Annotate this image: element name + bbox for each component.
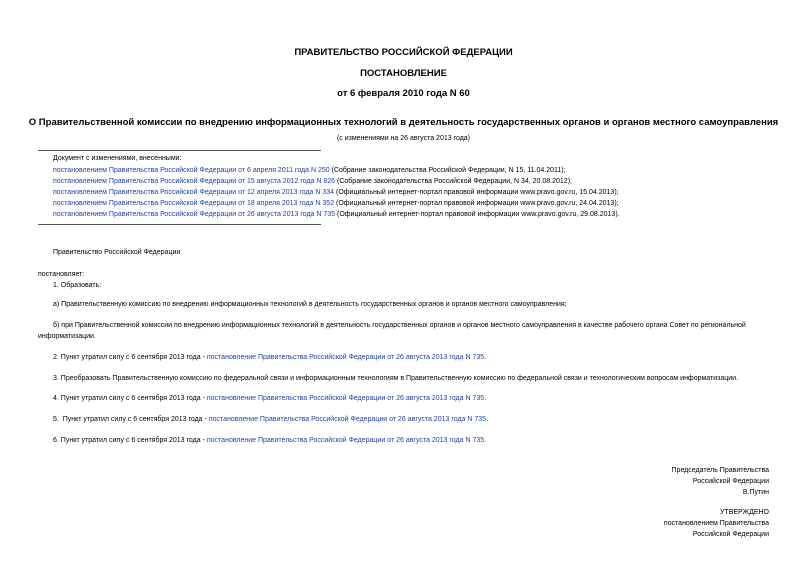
amendments-intro: Документ с изменениями, внесенными: [53,155,182,162]
amendment-link[interactable]: постановлением Правительства Российской Федерации от 18 апреля 2013 года N 352 [53,200,335,207]
paragraph-1b: б) при Правительственной комиссии по внедрению информационных технологий в деятельность государственных органов и органов местного самоуправления в качестве рабочего органа Совет по региональной информатизации. [38,322,746,340]
amendment-link[interactable]: постановлением Правительства Российской Федерации от 6 апреля 2011 года N 250 [53,167,330,174]
paragraph-number: 6. [53,437,61,444]
org-heading: ПРАВИТЕЛЬСТВО РОССИЙСКОЙ ФЕДЕРАЦИИ [294,47,513,58]
amendment-link[interactable]: постановлением Правительства Российской Федерации от 12 апреля 2013 года N 334 [53,189,335,196]
gov-line: Правительство Российской Федерации [53,249,181,256]
amendments-top-rule [38,150,321,151]
amendments-bottom-rule [38,224,321,225]
repeal-link[interactable]: постановление Правительства Российской Федерации от 26 августа 2013 года N 735 [206,354,485,361]
repealed-text: Пункт утратил силу с 6 сентября 2013 года - [60,437,207,444]
paragraph-4 [53,393,486,404]
amendment-item [53,200,619,207]
amendment-item [53,189,619,196]
period: . [484,395,487,402]
amendment-link[interactable]: постановлением Правительства Российской Федерации от 15 августа 2012 года N 826 [53,178,336,185]
period: . [486,416,489,423]
paragraph-2 [53,352,486,363]
paragraph-1: 1. Образовать: [53,282,102,289]
paragraph-6 [53,435,486,446]
paragraph-number: 5. [53,416,63,423]
doc-type-heading: ПОСТАНОВЛЕНИЕ [360,68,447,79]
signature-block [672,465,769,498]
amendment-note: (Собрание законодательства Российской Федерации, N 15, 11.04.2011); [329,167,566,174]
amendment-note: (Официальный интернет-портал правовой информации www.pravo.gov.ru, 24.04.2013); [334,200,619,207]
amendment-note: (Официальный интернет-портал правовой информации www.pravo.gov.ru, 15.04.2013); [334,189,619,196]
period: . [484,437,487,444]
amendment-note: (Официальный интернет-портал правовой информации www.pravo.gov.ru, 29.08.2013). [335,211,620,218]
amendment-item [53,167,566,174]
repealed-text: Пункт утратил силу с 6 сентября 2013 года - [60,395,207,402]
paragraph-1a: а) Правительственную комиссию по внедрению информационных технологий в деятельность государственных органов и органов местного самоуправления; [53,301,567,308]
amendment-link[interactable]: постановлением Правительства Российской Федерации от 26 августа 2013 года N 735 [53,211,336,218]
period: . [484,354,487,361]
signature-name: В.Путин [742,489,769,496]
doc-date-heading: от 6 февраля 2010 года N 60 [337,88,470,99]
approved-block [664,507,769,540]
decrees-line: постановляет: [38,271,85,278]
amendment-item [53,178,572,185]
approved-by: постановлением Правительства [663,520,769,527]
paragraph-3: 3. Преобразовать Правительственную комиссию по федеральной связи и информационным технологиям в Правительственную комиссию по федеральной связи и технологическим вопросам информатизации. [53,375,739,382]
repealed-text: Пункт утратил силу с 6 сентября 2013 года - [62,416,209,423]
amended-note: (с изменениями на 26 августа 2013 года) [336,135,471,142]
repeal-link[interactable]: постановление Правительства Российской Федерации от 26 августа 2013 года N 735 [208,416,487,423]
amendment-note: (Собрание законодательства Российской Федерации, N 34, 20.08.2012); [335,178,572,185]
paragraph-number: 2. [53,354,61,361]
paragraph-number: 4. [53,395,61,402]
approved-country: Российской Федерации [692,531,769,538]
approved-label: УТВЕРЖДЕНО [719,509,769,516]
signature-title: Председатель Правительства [671,467,769,474]
repeal-link[interactable]: постановление Правительства Российской Федерации от 26 августа 2013 года N 735 [206,395,485,402]
repealed-text: Пункт утратил силу с 6 сентября 2013 года - [60,354,207,361]
amendment-item [53,211,620,218]
signature-country: Российской Федерации [692,478,769,485]
repeal-link[interactable]: постановление Правительства Российской Федерации от 26 августа 2013 года N 735 [206,437,485,444]
doc-title: О Правительственной комиссии по внедрению информационных технологий в деятельность государственных органов и органов местного самоуправления [28,117,779,128]
paragraph-5 [53,414,488,425]
